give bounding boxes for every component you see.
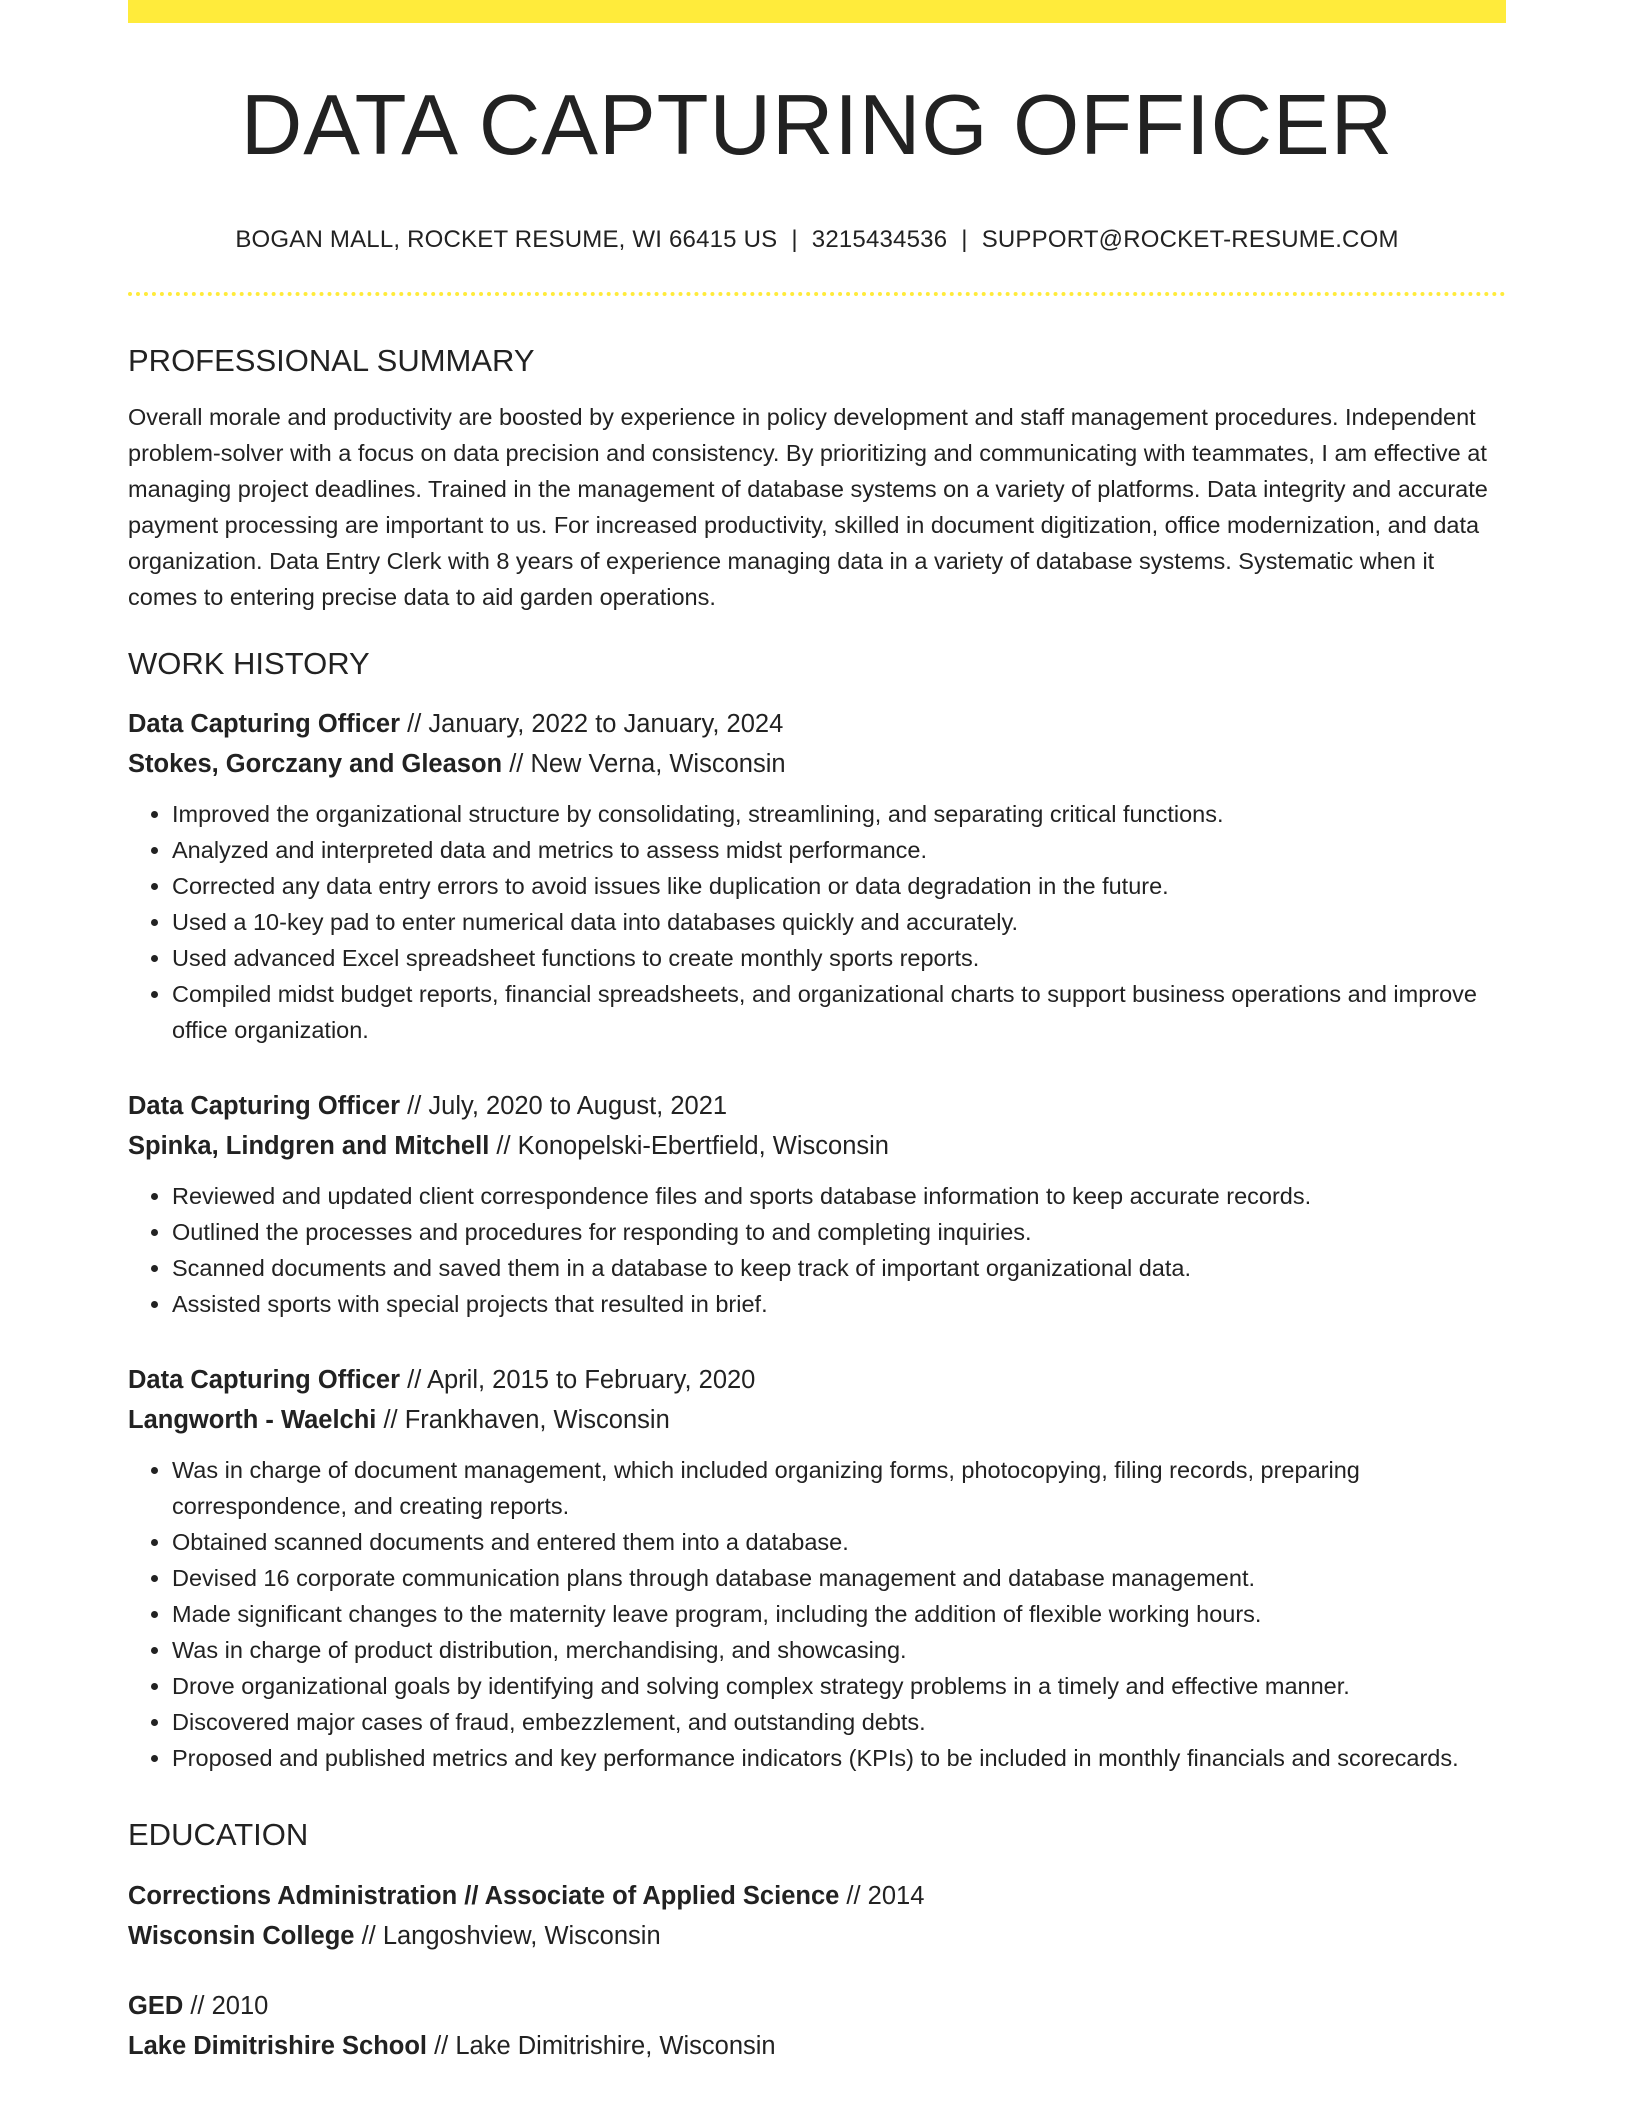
job-bullet-list	[128, 796, 1506, 1048]
list-item: • Made significant changes to the maternity leave program, including the addition of flexible working hours.	[172, 1596, 1506, 1632]
list-item: • Obtained scanned documents and entered them into a database.	[172, 1524, 1506, 1560]
job-location: // Frankhaven, Wisconsin	[376, 1406, 670, 1435]
job-entry	[128, 1086, 1506, 1322]
list-item: • Was in charge of document management, which included organizing forms, photocopying, filing records, preparing correspondence, and creating reports.	[172, 1452, 1506, 1524]
contact-separator: |	[791, 226, 798, 253]
job-company: Spinka, Lindgren and Mitchell	[128, 1132, 490, 1161]
section-title-summary: PROFESSIONAL SUMMARY	[128, 343, 535, 378]
job-bullet-list	[128, 1178, 1506, 1322]
education-school: Lake Dimitrishire School	[128, 2031, 428, 2060]
education-entry	[128, 1986, 1506, 2066]
list-item: • Corrected any data entry errors to avoid issues like duplication or data degradation in the future.	[172, 868, 1506, 904]
list-item: • Analyzed and interpreted data and metrics to assess midst performance.	[172, 832, 1506, 868]
dotted-divider	[128, 292, 1506, 296]
job-dates: // January, 2022 to January, 2024	[400, 710, 784, 739]
education-year: // 2014	[839, 1881, 925, 1910]
job-company-line	[128, 1126, 1506, 1166]
education-school: Wisconsin College	[128, 1921, 355, 1950]
list-item: • Reviewed and updated client correspondence files and sports database information to keep accurate records.	[172, 1178, 1506, 1214]
accent-top-bar	[128, 0, 1506, 23]
education-year: // 2010	[183, 1991, 269, 2020]
resume-page	[128, 0, 1506, 2066]
education-degree: Corrections Administration // Associate of Applied Science	[128, 1881, 840, 1910]
section-title-work-history: WORK HISTORY	[128, 646, 370, 682]
list-item: • Proposed and published metrics and key performance indicators (KPIs) to be included in monthly financials and scorecards.	[172, 1740, 1506, 1776]
contact-phone: 3215434536	[811, 226, 948, 253]
education-degree: GED	[128, 1991, 184, 2020]
list-item: • Outlined the processes and procedures for responding to and completing inquiries.	[172, 1214, 1506, 1250]
list-item: • Was in charge of product distribution, merchandising, and showcasing.	[172, 1632, 1506, 1668]
contact-email: SUPPORT@ROCKET-RESUME.COM	[981, 226, 1399, 253]
list-item: • Devised 16 corporate communication plans through database management and database management.	[172, 1560, 1506, 1596]
job-role: Data Capturing Officer	[128, 710, 401, 739]
contact-separator: |	[961, 226, 968, 253]
education-school-line	[128, 1916, 1506, 1956]
job-dates: // July, 2020 to August, 2021	[400, 1092, 728, 1121]
job-company: Stokes, Gorczany and Gleason	[128, 750, 503, 779]
job-company-line	[128, 1400, 1506, 1440]
list-item: • Drove organizational goals by identifying and solving complex strategy problems in a timely and effective manner.	[172, 1668, 1506, 1704]
job-company-line	[128, 744, 1506, 784]
job-role-line	[128, 1086, 1506, 1126]
list-item: • Compiled midst budget reports, financial spreadsheets, and organizational charts to support business operations and improve office organization.	[172, 976, 1506, 1048]
job-entry	[128, 704, 1506, 1048]
contact-line	[128, 226, 1506, 254]
job-bullet-list	[128, 1452, 1506, 1776]
job-role-line	[128, 704, 1506, 744]
list-item: • Improved the organizational structure by consolidating, streamlining, and separating critical functions.	[172, 796, 1506, 832]
list-item: • Assisted sports with special projects that resulted in brief.	[172, 1286, 1506, 1322]
job-entry	[128, 1360, 1506, 1776]
job-location: // New Verna, Wisconsin	[502, 750, 786, 779]
job-role-line	[128, 1360, 1506, 1400]
education-school-line	[128, 2026, 1506, 2066]
list-item: • Discovered major cases of fraud, embezzlement, and outstanding debts.	[172, 1704, 1506, 1740]
job-location: // Konopelski-Ebertfield, Wisconsin	[489, 1132, 889, 1161]
section-title-education: EDUCATION	[128, 1817, 309, 1853]
resume-name-heading: DATA CAPTURING OFFICER	[240, 78, 1394, 173]
job-role: Data Capturing Officer	[128, 1092, 401, 1121]
job-company: Langworth - Waelchi	[128, 1406, 377, 1435]
list-item: • Used advanced Excel spreadsheet functions to create monthly sports reports.	[172, 940, 1506, 976]
job-role: Data Capturing Officer	[128, 1366, 401, 1395]
education-location: // Langoshview, Wisconsin	[354, 1921, 661, 1950]
education-degree-line	[128, 1986, 1506, 2026]
summary-paragraph: Overall morale and productivity are boosted by experience in policy development and staff management procedures. Independent problem-solver with a focus on data precision and consistency. By prioritizing and communicating with teammates, I am effective at managing project deadlines. Trained in the management of database systems on a variety of platforms. Data integrity and accurate payment processing are important to us. For increased productivity, skilled in document digitization, office modernization, and data organization. Data Entry Clerk with 8 years of experience managing data in a variety of database systems. Systematic when it comes to entering precise data to aid garden operations.	[128, 404, 1488, 611]
education-location: // Lake Dimitrishire, Wisconsin	[427, 2031, 776, 2060]
contact-address: BOGAN MALL, ROCKET RESUME, WI 66415 US	[235, 226, 778, 253]
job-dates: // April, 2015 to February, 2020	[400, 1366, 756, 1395]
education-degree-line	[128, 1876, 1506, 1916]
education-entry	[128, 1876, 1506, 1956]
list-item: • Used a 10-key pad to enter numerical data into databases quickly and accurately.	[172, 904, 1506, 940]
list-item: • Scanned documents and saved them in a database to keep track of important organizational data.	[172, 1250, 1506, 1286]
